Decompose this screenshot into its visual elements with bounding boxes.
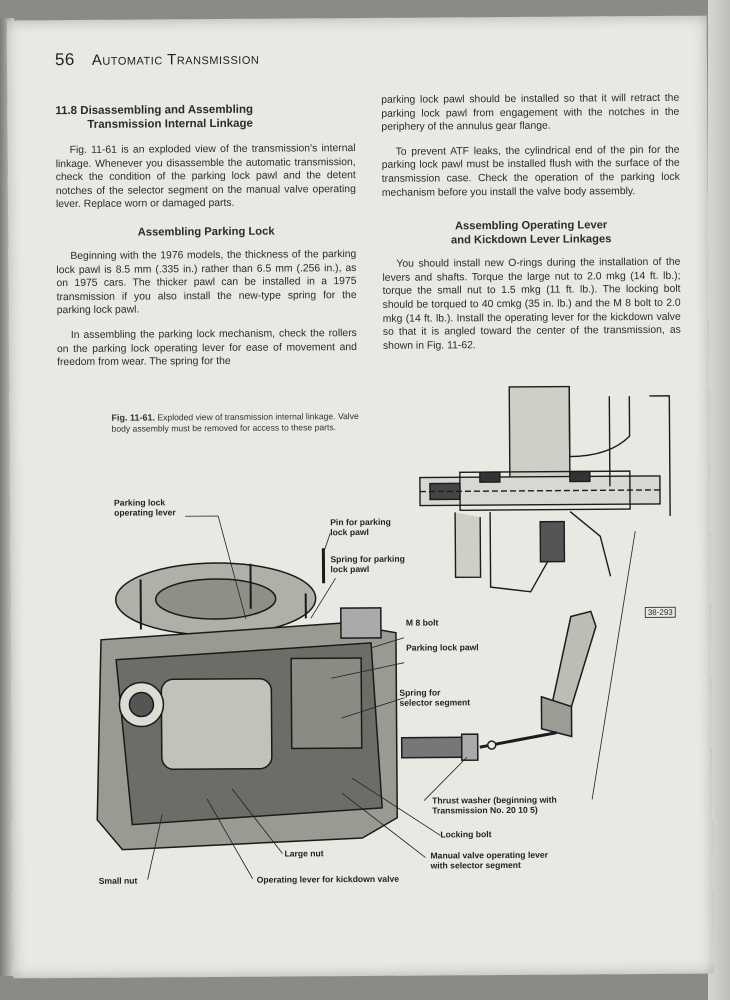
label-manual-valve-lever [430,850,548,871]
label-line: Spring for [399,687,441,698]
caption-label: Fig. 11-61. [111,412,156,423]
label-m8-bolt: M 8 bolt [405,617,439,628]
right-paragraph-1: parking lock pawl should be installed so that it will retract the parking lock pawl from engagement with the notches in the periphery of the annulus gear flange. [381,92,680,134]
parking-lock-paragraph-1: Beginning with the 1976 models, the thickness of the parking lock pawl is 8.5 mm (.335 in.) rather than 6.5 mm (.256 in.), as on 1975 cars. The thicker pawl can be installed in a 1975 transmission if you also install the new-type spring for the parking lock pawl. [56,248,357,317]
label-parking-lock-lever [114,497,176,517]
sub-heading-parking-lock: Assembling Parking Lock [137,225,275,239]
right-paragraph-3: You should install new O-rings during the installation of the levers and shafts. Torque the large nut to 2.0 mkg (14 ft. lb.); torque the small nut to 1.5 mkg (11 ft. lb.). The locking bolt should be torqued to 40 cmkg (35 in. lb.) and the M 8 bolt to 2.0 mkg (14 ft. lb.). Install the operating lever for the kickdown valve so that it is angled toward the center of the transmission, as shown in Fig. 11-62. [382,256,681,352]
sub-heading-line-1: Assembling Operating Lever [454,219,608,233]
label-parking-lock-pawl: Parking lock pawl [406,642,479,653]
label-small-nut: Small nut [98,875,138,886]
shaft-cross-section [419,386,670,593]
transmission-case [95,548,397,850]
label-spring-pawl [330,554,405,575]
label-line: operating lever [114,507,176,518]
label-line: lock pawl [330,563,370,575]
caption-text: Exploded view of transmission internal linkage. Valve body assembly must be removed for access to these parts. [111,411,359,434]
label-line: lock pawl [330,526,369,538]
running-title: Automatic Transmission [91,50,260,69]
label-spring-selector [399,687,470,707]
label-kickdown-lever: Operating lever for kickdown valve [256,873,400,885]
right-paragraph-2: To prevent ATF leaks, the cylindrical end of the pin for the parking lock pawl must be installed flush with the surface of the transmission case. Check the operation of the parking lock mechanism before you install the valve body assembly. [381,144,680,199]
label-line: Transmission No. 20 10 5) [432,804,538,816]
label-line: Pin for parking [330,516,391,528]
label-line: Parking lock [113,497,166,508]
label-line: selector segment [399,697,471,708]
label-large-nut: Large nut [284,848,324,859]
label-line: Spring for parking [330,553,405,565]
figure-reference-code: 38-293 [645,607,676,618]
label-locking-bolt: Locking bolt [440,829,492,840]
label-thrust-washer [432,795,557,816]
section-heading-line-2: Transmission Internal Linkage [87,117,253,131]
label-line: Thrust washer (beginning with [432,794,557,806]
intro-paragraph: Fig. 11-61 is an exploded view of the transmission's internal linkage. Whenever you disassemble the automatic transmission, check the condition of the parking lock pawl and the detent notches of the selector segment on the manual valve operating lever. Replace worn or damaged parts. [55,143,356,211]
book-page [7,16,714,979]
parking-lock-paragraph-2: In assembling the parking lock mechanism, check the rollers on the parking lock operating lever for ease of movement and freedom from wear. The spring for the [56,327,357,369]
section-heading-line-1: 11.8 Disassembling and Assembling [55,103,254,118]
label-line: with selector segment [430,859,521,871]
sub-heading-line-2: and Kickdown Lever Linkages [450,233,612,247]
label-line: Manual valve operating lever [430,849,549,861]
exploded-view-illustration [7,16,714,979]
label-pin [330,517,391,537]
kickdown-lever-linkage [401,611,597,760]
page-number: 56 [54,49,75,70]
